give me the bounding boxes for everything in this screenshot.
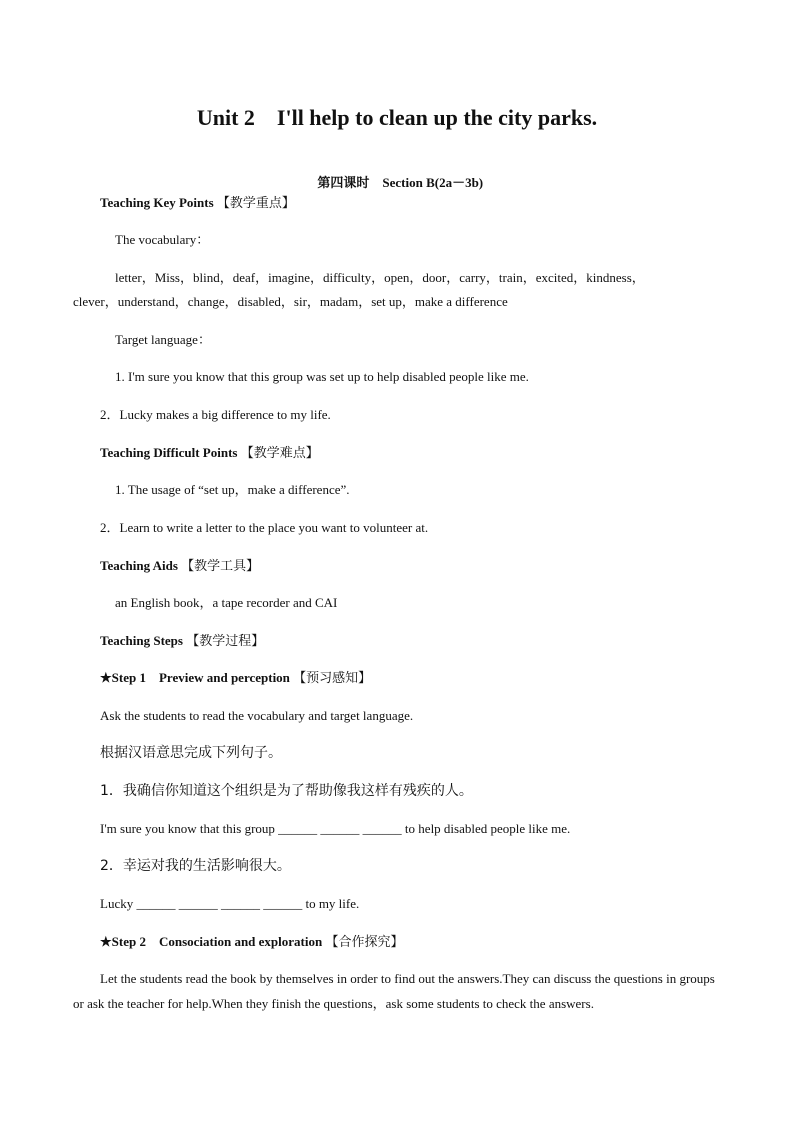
aids-heading-en: Teaching Aids bbox=[100, 558, 178, 573]
vocab-label: The vocabulary： bbox=[115, 232, 210, 247]
step2-heading bbox=[100, 934, 403, 951]
step1-heading-cn: 【预习感知】 bbox=[293, 671, 372, 686]
page-title: Unit 2 I'll help to clean up the city parks. bbox=[196, 105, 598, 130]
key-points-heading bbox=[100, 195, 295, 212]
subtitle-cn: 第四课时 bbox=[317, 176, 370, 191]
difficult-points-heading-cn: 【教学难点】 bbox=[240, 446, 319, 461]
step1-heading bbox=[100, 670, 371, 687]
aids-heading-cn: 【教学工具】 bbox=[181, 559, 260, 574]
step2-heading-cn: 【合作探究】 bbox=[325, 935, 404, 950]
step1-instruction: Ask the students to read the vocabulary and target language. bbox=[100, 708, 414, 723]
difficult-points-heading bbox=[100, 445, 319, 462]
lesson-subtitle bbox=[0, 156, 794, 191]
subtitle-en: Section B(2a－3b) bbox=[382, 175, 484, 190]
difficult-point-1: 1. The usage of “set up，make a difference”. bbox=[115, 482, 350, 497]
steps-heading-cn: 【教学过程】 bbox=[186, 634, 265, 649]
target-label: Target language： bbox=[115, 332, 211, 347]
step1-question-1-en: I'm sure you know that this group ______ ______ ______ to help disabled people like me. bbox=[100, 821, 571, 836]
step1-heading-en: ★Step 1 Preview and perception bbox=[100, 670, 290, 685]
steps-heading-en: Teaching Steps bbox=[100, 633, 183, 648]
step2-text: Let the students read the book by themselves in order to find out the answers.They can discuss the questions in groups or ask the teacher for help.When they finish the questions，ask some students to check the answers. bbox=[73, 971, 715, 1011]
aids-text: an English book，a tape recorder and CAI bbox=[115, 595, 338, 610]
step1-instruction-cn: 根据汉语意思完成下列句子。 bbox=[100, 745, 282, 761]
vocab-line-2: clever，understand，change，disabled，sir，madam，set up，make a difference bbox=[73, 294, 508, 309]
step2-heading-en: ★Step 2 Consociation and exploration bbox=[100, 934, 323, 949]
difficult-point-2: 2．Learn to write a letter to the place you want to volunteer at. bbox=[100, 520, 429, 535]
step1-question-2-en: Lucky ______ ______ ______ ______ to my life. bbox=[100, 896, 360, 911]
key-points-heading-cn: 【教学重点】 bbox=[216, 196, 295, 211]
target-sentence-1: 1. I'm sure you know that this group was set up to help disabled people like me. bbox=[115, 369, 529, 384]
aids-heading bbox=[100, 558, 259, 575]
step1-question-2-cn: 2．幸运对我的生活影响很大。 bbox=[100, 858, 291, 874]
key-points-heading-en: Teaching Key Points bbox=[100, 195, 214, 210]
target-sentence-2: 2．Lucky makes a big difference to my life. bbox=[100, 407, 331, 422]
difficult-points-heading-en: Teaching Difficult Points bbox=[100, 445, 238, 460]
vocab-line-1: letter，Miss，blind，deaf，imagine，difficulty，open，door，carry，train，excited，kindness， bbox=[115, 270, 645, 285]
step1-question-1-cn: 1．我确信你知道这个组织是为了帮助像我这样有残疾的人。 bbox=[100, 783, 473, 799]
steps-heading bbox=[100, 633, 264, 650]
